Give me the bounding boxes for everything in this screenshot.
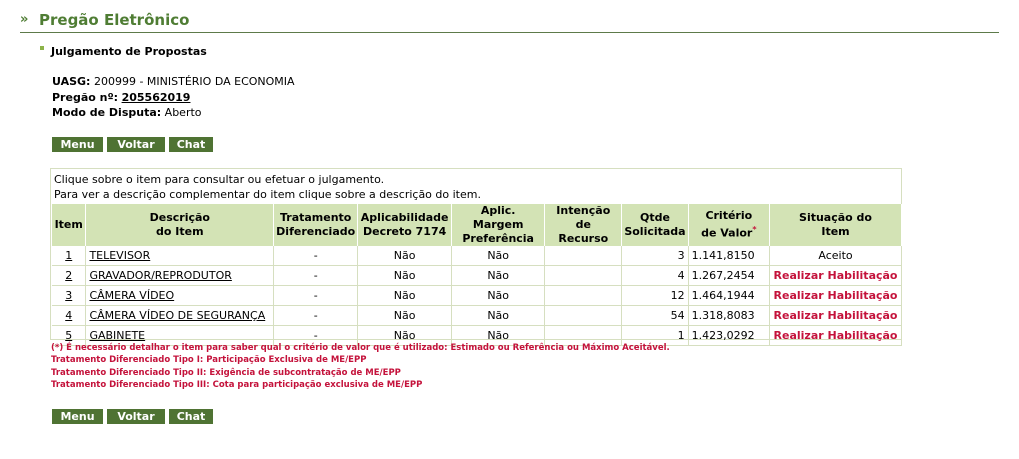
bottom-button-bar: [52, 409, 217, 424]
item-description[interactable]: [86, 266, 274, 286]
item-link[interactable]: 5: [65, 329, 73, 342]
menu-button[interactable]: Menu: [52, 137, 103, 152]
col-header-situacao: Situação do Item: [770, 204, 902, 246]
description-link[interactable]: GRAVADOR/REPRODUTOR: [89, 269, 232, 282]
voltar-button[interactable]: Voltar: [107, 409, 165, 424]
item-description[interactable]: [86, 246, 274, 266]
qtde-cell: 12: [622, 286, 688, 306]
item-link[interactable]: 2: [65, 269, 73, 282]
item-number[interactable]: [52, 306, 86, 326]
realizar-habilitacao-link[interactable]: Realizar Habilitação: [770, 306, 902, 326]
aplicabilidade-cell: Não: [358, 306, 452, 326]
col-header-item: Item: [52, 204, 86, 246]
item-number[interactable]: [52, 286, 86, 306]
modo-value: Aberto: [164, 106, 202, 119]
pregao-link[interactable]: 205562019: [121, 91, 191, 104]
section-title-text: Julgamento de Propostas: [51, 45, 207, 58]
table-row[interactable]: [52, 266, 902, 286]
col-header-aplicabilidade: Aplicabilidade Decreto 7174: [358, 204, 452, 246]
item-link[interactable]: 1: [65, 249, 73, 262]
criterio-cell: 1.464,1944: [688, 286, 769, 306]
item-number[interactable]: [52, 246, 86, 266]
realizar-habilitacao-link[interactable]: Realizar Habilitação: [770, 286, 902, 306]
qtde-cell: 1: [622, 326, 688, 346]
intencao-cell: [545, 266, 622, 286]
footnotes: [51, 342, 670, 391]
items-table: [52, 204, 902, 346]
uasg-info: [52, 75, 295, 88]
top-button-bar: [52, 137, 217, 152]
intencao-cell: [545, 306, 622, 326]
intencao-cell: [545, 246, 622, 266]
item-link[interactable]: 4: [65, 309, 73, 322]
situacao-cell: Aceito: [770, 246, 902, 266]
aplicabilidade-cell: Não: [358, 286, 452, 306]
double-chevron-right-icon: »: [20, 12, 29, 27]
chat-button[interactable]: Chat: [169, 137, 213, 152]
qtde-cell: 3: [622, 246, 688, 266]
pregao-label: Pregão nº:: [52, 91, 119, 104]
modo-info: [52, 106, 202, 119]
uasg-value: 200999 - MINISTÉRIO DA ECONOMIA: [93, 75, 295, 88]
pregao-info: [52, 91, 190, 104]
table-row[interactable]: [52, 246, 902, 266]
col-header-descricao: Descrição do Item: [86, 204, 274, 246]
criterio-cell: 1.267,2454: [688, 266, 769, 286]
col-header-qtde: Qtde Solicitada: [622, 204, 688, 246]
footnote-tipo-3: Tratamento Diferenciado Tipo III: Cota para participação exclusiva de ME/EPP: [51, 379, 423, 390]
footnote-tipo-1: Tratamento Diferenciado Tipo I: Participação Exclusiva de ME/EPP: [51, 355, 367, 366]
tratamento-cell: -: [274, 326, 358, 346]
item-link[interactable]: 3: [65, 289, 73, 302]
description-link[interactable]: CÂMERA VÍDEO: [89, 289, 175, 302]
hint-line: Para ver a descrição complementar do item clique sobre a descrição do item.: [54, 188, 481, 201]
tratamento-cell: -: [274, 246, 358, 266]
table-row[interactable]: [52, 306, 902, 326]
intencao-cell: [545, 286, 622, 306]
item-number[interactable]: [52, 266, 86, 286]
margem-cell: Não: [452, 326, 545, 346]
page-header: [20, 10, 999, 33]
aplicabilidade-cell: Não: [358, 246, 452, 266]
margem-cell: Não: [452, 246, 545, 266]
aplicabilidade-cell: Não: [358, 266, 452, 286]
margem-cell: Não: [452, 286, 545, 306]
col-header-criterio: Critério de Valor*: [688, 204, 769, 246]
item-description[interactable]: [86, 306, 274, 326]
hint-line: Clique sobre o item para consultar ou efetuar o julgamento.: [54, 173, 385, 186]
page-title: Pregão Eletrônico: [39, 11, 190, 29]
description-link[interactable]: GABINETE: [89, 329, 146, 342]
realizar-habilitacao-link[interactable]: Realizar Habilitação: [770, 326, 902, 346]
modo-label: Modo de Disputa:: [52, 106, 162, 119]
col-header-tratamento: Tratamento Diferenciado: [274, 204, 358, 246]
criterio-cell: 1.141,8150: [688, 246, 769, 266]
col-header-margem: Aplic. Margem Preferência: [452, 204, 545, 246]
asterisk-mark: *: [752, 225, 757, 235]
criterio-cell: 1.423,0292: [688, 326, 769, 346]
footnote-criterio: (*) É necessário detalhar o item para saber qual o critério de valor que é utilizado: Estimado ou Referência ou Máximo Aceitável.: [51, 343, 670, 353]
tratamento-cell: -: [274, 306, 358, 326]
uasg-label: UASG:: [52, 75, 91, 88]
menu-button[interactable]: Menu: [52, 409, 103, 424]
item-description[interactable]: [86, 286, 274, 306]
description-link[interactable]: CÂMERA VÍDEO DE SEGURANÇA: [89, 309, 266, 322]
voltar-button[interactable]: Voltar: [107, 137, 165, 152]
criterio-cell: 1.318,8083: [688, 306, 769, 326]
chat-button[interactable]: Chat: [169, 409, 213, 424]
tratamento-cell: -: [274, 286, 358, 306]
footnote-tipo-2: Tratamento Diferenciado Tipo II: Exigência de subcontratação de ME/EPP: [51, 367, 401, 378]
items-panel: [50, 168, 902, 340]
margem-cell: Não: [452, 306, 545, 326]
realizar-habilitacao-link[interactable]: Realizar Habilitação: [770, 266, 902, 286]
section-title: [40, 45, 207, 58]
col-header-intencao: Intenção de Recurso: [545, 204, 622, 246]
table-header-row: [52, 204, 902, 246]
description-link[interactable]: TELEVISOR: [89, 249, 151, 262]
tratamento-cell: -: [274, 266, 358, 286]
table-row[interactable]: [52, 286, 902, 306]
qtde-cell: 54: [622, 306, 688, 326]
qtde-cell: 4: [622, 266, 688, 286]
aplicabilidade-cell: Não: [358, 326, 452, 346]
margem-cell: Não: [452, 266, 545, 286]
bullet-icon: [40, 46, 44, 50]
